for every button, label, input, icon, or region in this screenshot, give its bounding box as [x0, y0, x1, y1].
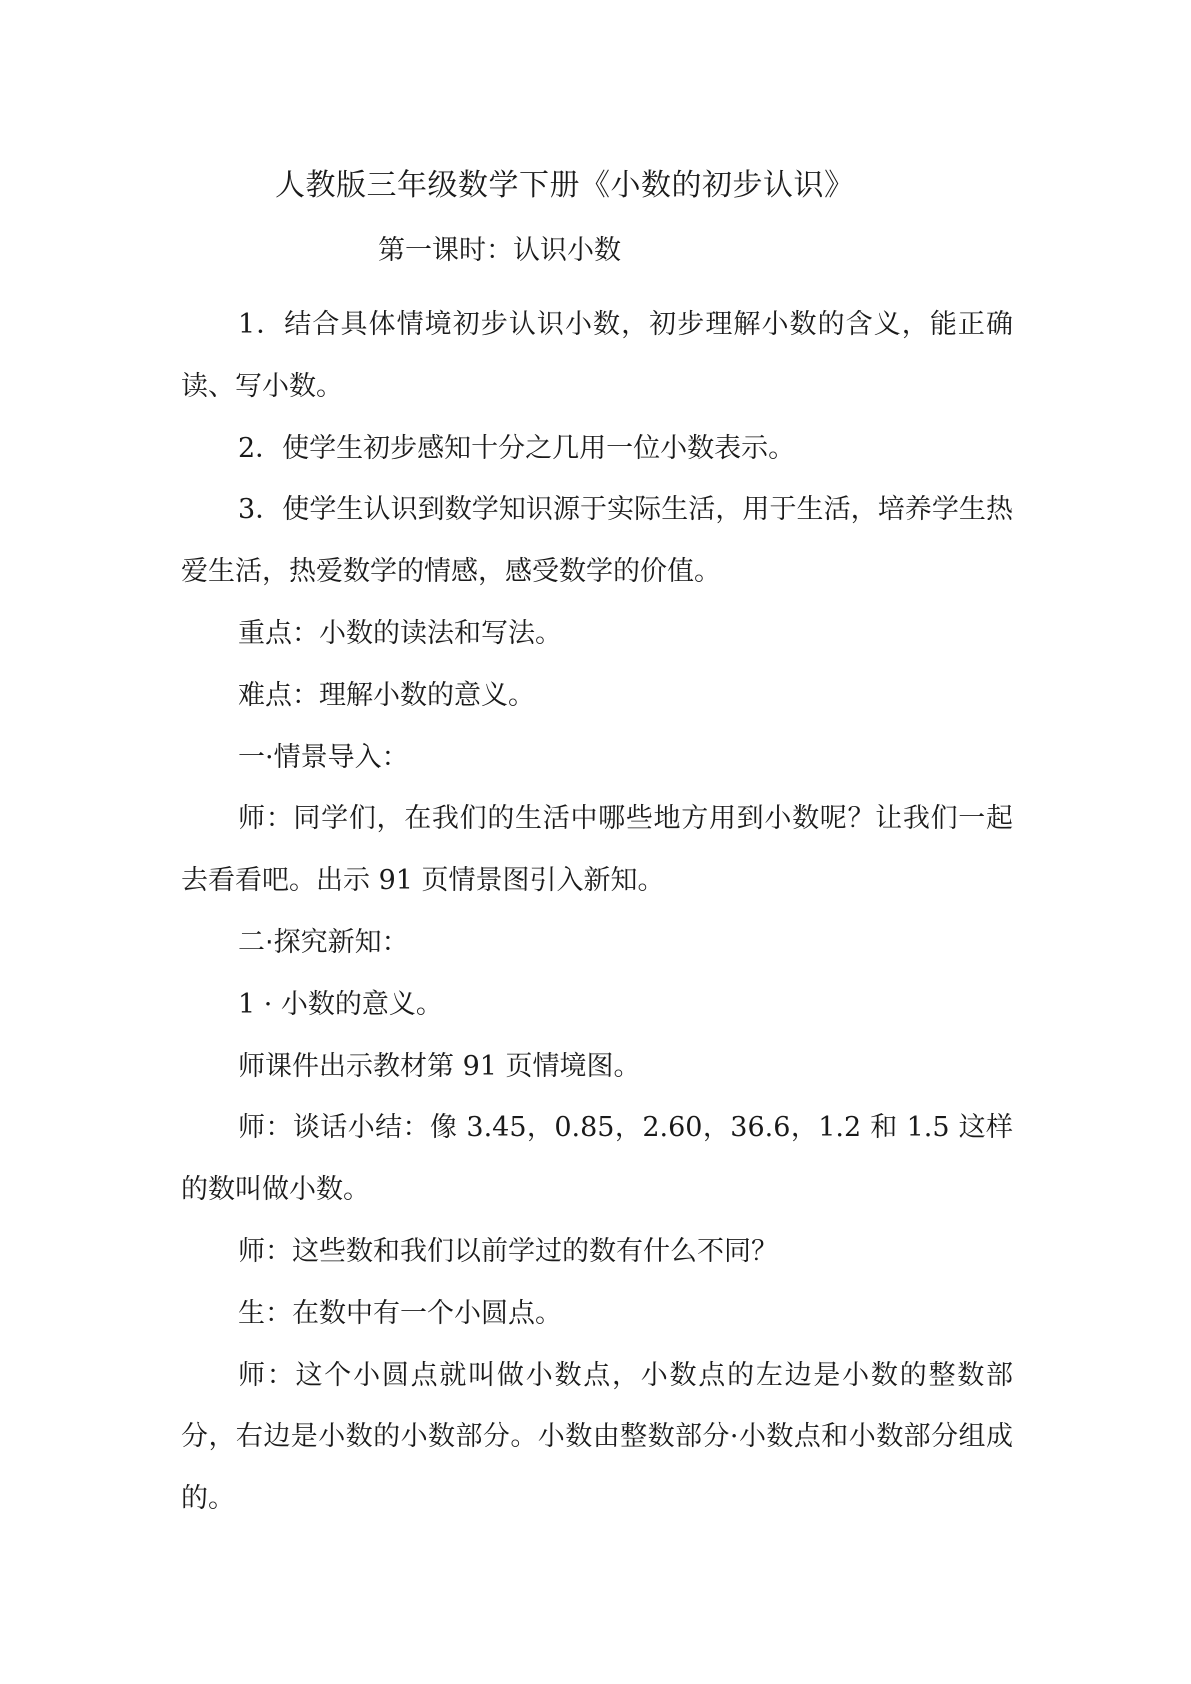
- teacher-intro-paragraph: 师：同学们，在我们的生活中哪些地方用到小数呢？让我们一起去看看吧。出示 91 页情景图引入新知。: [181, 803, 1013, 897]
- student-answer-paragraph: 生：在数中有一个小圆点。: [238, 1297, 562, 1329]
- objective-1: 1．结合具体情境初步认识小数，初步理解小数的含义，能正确读、写小数。: [181, 309, 1013, 402]
- lesson-subtitle: 第一课时：认识小数: [378, 235, 621, 266]
- difficult-point: 难点：理解小数的意义。: [238, 679, 535, 711]
- teacher-question-paragraph: 师：这些数和我们以前学过的数有什么不同？: [238, 1235, 778, 1267]
- objective-3: 3．使学生认识到数学知识源于实际生活，用于生活，培养学生热爱生活，热爱数学的情感，感受数学的价值。: [181, 494, 1013, 588]
- teacher-explanation-paragraph: 师：这个小圆点就叫做小数点，小数点的左边是小数的整数部分，右边是小数的小数部分。小数由整数部分·小数点和小数部分组成的。: [181, 1359, 1013, 1515]
- section-heading-explore: 二·探究新知：: [238, 926, 409, 958]
- document-title: 人教版三年级数学下册《小数的初步认识》: [275, 168, 855, 203]
- key-point: 重点：小数的读法和写法。: [238, 617, 562, 649]
- subsection-meaning: 1 · 小数的意义。: [238, 988, 443, 1020]
- document-body: [181, 294, 1013, 1530]
- courseware-paragraph: 师课件出示教材第 91 页情境图。: [238, 1050, 641, 1082]
- section-heading-intro: 一·情景导入：: [238, 741, 409, 773]
- teacher-summary-paragraph: 师：谈话小结：像 3.45，0.85，2.60，36.6，1.2 和 1.5 这样的数叫做小数。: [181, 1112, 1013, 1206]
- objective-2: 2．使学生初步感知十分之几用一位小数表示。: [238, 432, 796, 464]
